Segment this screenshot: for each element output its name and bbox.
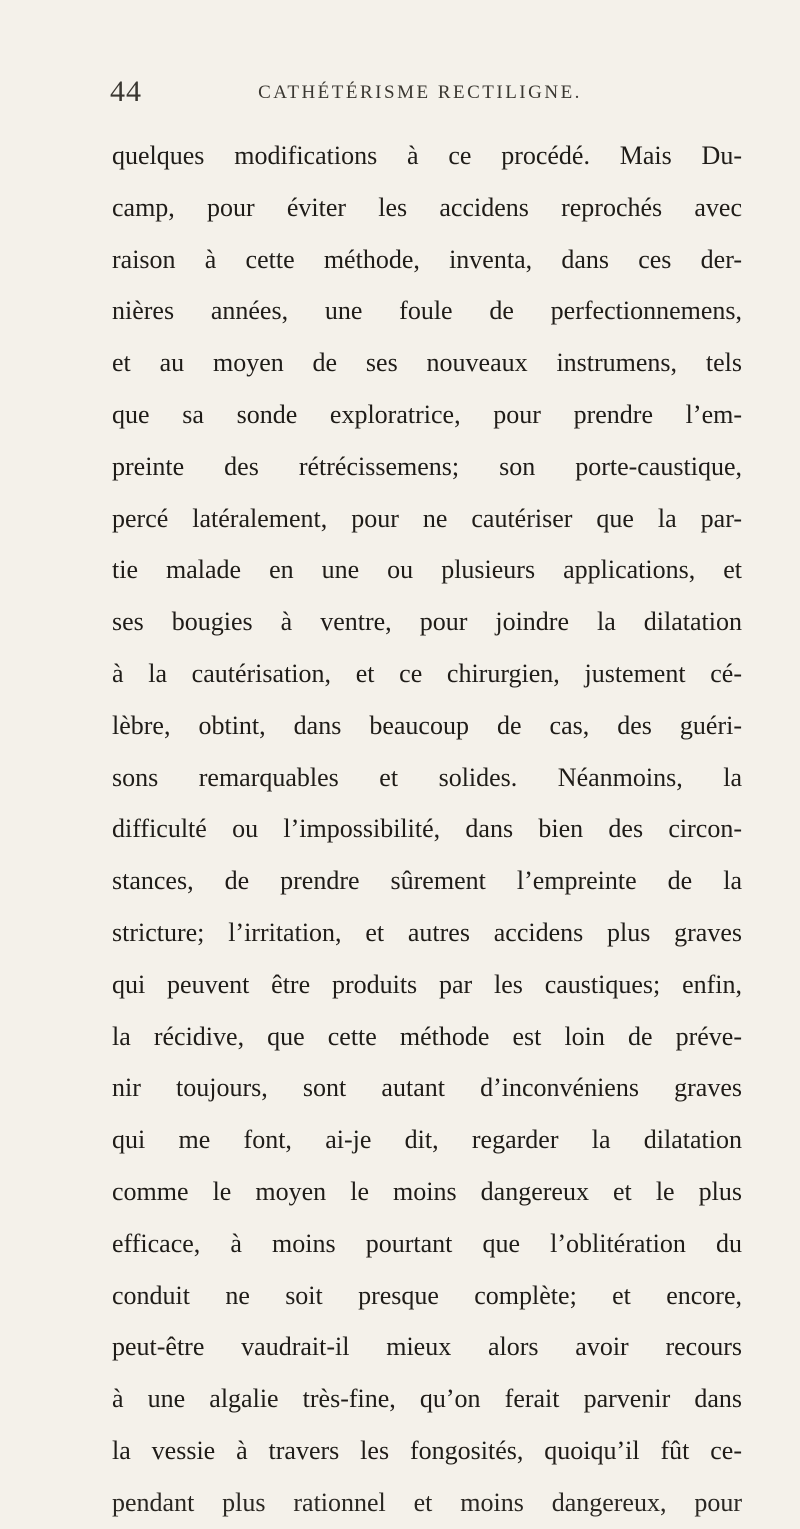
text-line: camp, pour éviter les accidens reprochés avec <box>112 192 742 222</box>
text-line: preinte des rétrécissemens; son porte-caustique, <box>112 451 742 481</box>
text-line: qui peuvent être produits par les caustiques; enfin, <box>112 969 742 999</box>
text-line: nières années, une foule de perfectionnemens, <box>112 296 742 326</box>
text-line: efficace, à moins pourtant que l’oblitération du <box>112 1228 742 1258</box>
text-line: lèbre, obtint, dans beaucoup de cas, des guéri- <box>112 710 742 740</box>
body-text <box>112 130 742 1529</box>
running-title: CATHÉTÉRISME RECTILIGNE. <box>258 82 582 103</box>
text-line: raison à cette méthode, inventa, dans ces der- <box>112 244 742 274</box>
text-line: la récidive, que cette méthode est loin de préve- <box>112 1021 742 1051</box>
page-number: 44 <box>110 75 142 108</box>
text-line: pendant plus rationnel et moins dangereux, pour <box>112 1487 742 1517</box>
text-line: nir toujours, sont autant d’inconvéniens graves <box>112 1073 742 1103</box>
running-head <box>110 72 730 112</box>
text-line: à la cautérisation, et ce chirurgien, justement cé- <box>112 658 742 688</box>
text-line: ses bougies à ventre, pour joindre la dilatation <box>112 607 742 637</box>
text-line: comme le moyen le moins dangereux et le plus <box>112 1176 742 1206</box>
text-line: percé latéralement, pour ne cautériser que la par- <box>112 503 742 533</box>
text-line: et au moyen de ses nouveaux instrumens, tels <box>112 348 742 378</box>
text-line: stances, de prendre sûrement l’empreinte de la <box>112 866 742 896</box>
text-line: conduit ne soit presque complète; et encore, <box>112 1280 742 1310</box>
text-line: la vessie à travers les fongosités, quoiqu’il fût ce- <box>112 1435 742 1465</box>
text-line: difficulté ou l’impossibilité, dans bien des circon- <box>112 814 742 844</box>
text-line: qui me font, ai-je dit, regarder la dilatation <box>112 1125 742 1155</box>
text-line: sons remarquables et solides. Néanmoins, la <box>112 762 742 792</box>
text-line: peut-être vaudrait-il mieux alors avoir recours <box>112 1332 742 1362</box>
text-line: quelques modifications à ce procédé. Mais Du- <box>112 141 742 170</box>
text-line: à une algalie très-fine, qu’on ferait parvenir dans <box>112 1384 742 1414</box>
text-line: stricture; l’irritation, et autres accidens plus graves <box>112 917 742 947</box>
text-line: que sa sonde exploratrice, pour prendre l’em- <box>112 399 742 429</box>
text-line: tie malade en une ou plusieurs applications, et <box>112 555 742 585</box>
